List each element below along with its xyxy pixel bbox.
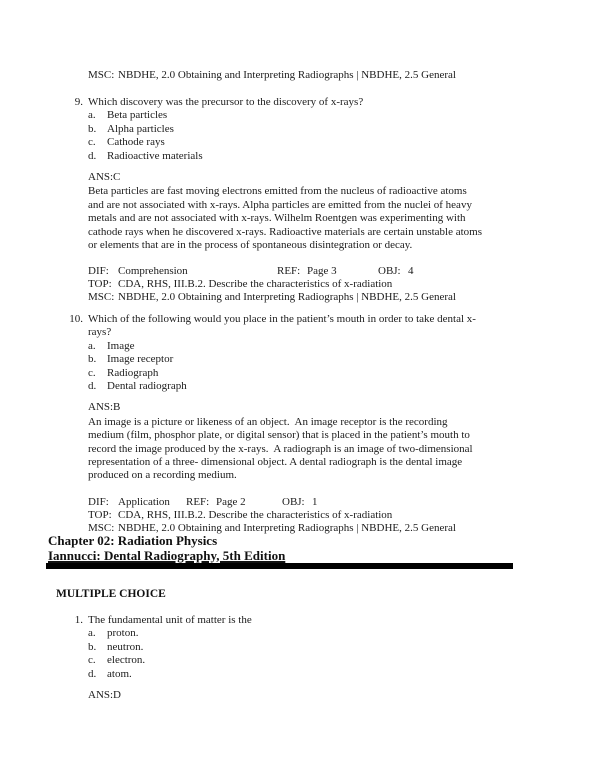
question-line bbox=[60, 614, 560, 627]
explanation-line: representation of a three- dimensional object. A dental radiograph is the dental image bbox=[88, 456, 463, 469]
question-10 bbox=[60, 313, 560, 535]
option-text: Radiograph bbox=[107, 366, 159, 379]
dif-label: DIF: bbox=[88, 495, 109, 508]
ref-label: REF: bbox=[277, 265, 301, 278]
option-letter: d. bbox=[88, 380, 97, 393]
msc-value: NBDHE, 2.0 Obtaining and Interpreting Radiographs | NBDHE, 2.5 General bbox=[118, 521, 456, 534]
meta-dif-line bbox=[88, 265, 560, 278]
section-heading: MULTIPLE CHOICE bbox=[56, 588, 166, 600]
question-text: Which discovery was the precursor to the discovery of x-rays? bbox=[88, 96, 364, 108]
msc-value: NBDHE, 2.0 Obtaining and Interpreting Radiographs | NBDHE, 2.5 General bbox=[118, 69, 456, 81]
option-a bbox=[88, 627, 560, 640]
explanation-line: record the image produced by the x-rays. A radiograph is an image of two-dimensional bbox=[88, 442, 473, 455]
meta-msc-line bbox=[88, 291, 560, 304]
obj-value: 4 bbox=[408, 265, 414, 278]
option-text: Image receptor bbox=[107, 353, 174, 366]
option-text: Cathode rays bbox=[107, 136, 165, 149]
option-a bbox=[88, 109, 560, 122]
ref-label: REF: bbox=[186, 495, 210, 508]
option-text: neutron. bbox=[107, 640, 144, 653]
option-c bbox=[88, 654, 560, 667]
options-list bbox=[88, 340, 560, 394]
option-text: electron. bbox=[107, 654, 146, 667]
option-letter: c. bbox=[88, 654, 96, 667]
chapter-header bbox=[48, 533, 285, 563]
option-letter: a. bbox=[88, 339, 96, 352]
book-title: Iannucci: Dental Radiography, 5th Edition bbox=[48, 548, 286, 563]
option-letter: d. bbox=[88, 667, 97, 680]
top-label: TOP: bbox=[88, 508, 112, 521]
answer-value: D bbox=[113, 689, 121, 702]
option-d bbox=[88, 668, 560, 681]
question-number: 1. bbox=[74, 614, 83, 626]
answer-value: B bbox=[113, 401, 121, 414]
ref-value: Page 2 bbox=[216, 495, 246, 508]
answer-line bbox=[88, 689, 560, 702]
option-c bbox=[88, 367, 560, 380]
explanation-line: produced on a recording medium. bbox=[88, 469, 237, 482]
option-b bbox=[88, 641, 560, 654]
option-d bbox=[88, 150, 560, 163]
explanation bbox=[88, 416, 560, 483]
explanation bbox=[88, 185, 560, 252]
dif-value: Comprehension bbox=[118, 265, 188, 278]
explanation-line: An image is a picture or likeness of an object. An image receptor is the recording bbox=[88, 415, 448, 428]
option-letter: d. bbox=[88, 149, 97, 162]
section-divider-bar bbox=[46, 563, 513, 569]
option-letter: c. bbox=[88, 136, 96, 149]
explanation-line: Beta particles are fast moving electrons emitted from the nucleus of radioactive atoms bbox=[88, 185, 467, 198]
answer-label: ANS: bbox=[88, 689, 114, 702]
option-b bbox=[88, 353, 560, 366]
option-c bbox=[88, 136, 560, 149]
option-letter: a. bbox=[88, 627, 96, 640]
obj-label: OBJ: bbox=[378, 265, 401, 278]
question-meta bbox=[88, 496, 560, 535]
question-line bbox=[60, 313, 560, 340]
question-number: 9. bbox=[74, 96, 83, 108]
options-list bbox=[88, 109, 560, 163]
answer-value: C bbox=[113, 171, 121, 184]
option-text: Alpha particles bbox=[107, 122, 174, 135]
question-9 bbox=[60, 96, 560, 304]
top-value: CDA, RHS, III.B.2. Describe the characteristics of x-radiation bbox=[118, 278, 393, 291]
explanation-line: medium (film, phosphor plate, or digital sensor) that is placed in the patient’s mouth to bbox=[88, 429, 470, 442]
question-1 bbox=[60, 614, 560, 702]
question-meta bbox=[88, 265, 560, 304]
option-a bbox=[88, 340, 560, 353]
option-letter: b. bbox=[88, 640, 97, 653]
meta-top-line bbox=[88, 278, 560, 291]
option-d bbox=[88, 380, 560, 393]
question-text: The fundamental unit of matter is the bbox=[88, 614, 252, 626]
option-letter: a. bbox=[88, 109, 96, 122]
answer-line bbox=[88, 401, 560, 414]
answer-label: ANS: bbox=[88, 401, 114, 414]
meta-dif-line bbox=[88, 496, 560, 509]
meta-top-line bbox=[88, 509, 560, 522]
option-text: Beta particles bbox=[107, 109, 168, 122]
dif-label: DIF: bbox=[88, 265, 109, 278]
option-text: Dental radiograph bbox=[107, 380, 187, 393]
question-number: 10. bbox=[69, 313, 83, 325]
obj-value: 1 bbox=[312, 495, 318, 508]
ref-value: Page 3 bbox=[307, 265, 337, 278]
option-text: proton. bbox=[107, 627, 139, 640]
dif-value: Application bbox=[118, 495, 170, 508]
top-value: CDA, RHS, III.B.2. Describe the characteristics of x-radiation bbox=[118, 508, 393, 521]
msc-value: NBDHE, 2.0 Obtaining and Interpreting Radiographs | NBDHE, 2.5 General bbox=[118, 291, 456, 304]
option-text: Image bbox=[107, 339, 135, 352]
chapter-title: Chapter 02: Radiation Physics bbox=[48, 533, 218, 548]
question-text: Which of the following would you place in the patient’s mouth in order to take dental x- rays? bbox=[88, 313, 476, 339]
option-letter: c. bbox=[88, 366, 96, 379]
explanation-line: cathode rays when he discovered x-rays. Radioactive materials are certain unstable atoms bbox=[88, 225, 483, 238]
top-label: TOP: bbox=[88, 278, 112, 291]
explanation-line: and are not associated with x-rays. Alpha particles are emitted from the nuclei of heavy bbox=[88, 198, 472, 211]
explanation-line: or elements that are in the process of spontaneous disintegration or decay. bbox=[88, 239, 413, 252]
obj-label: OBJ: bbox=[282, 495, 305, 508]
msc-label: MSC: bbox=[88, 69, 115, 81]
option-text: Radioactive materials bbox=[107, 149, 203, 162]
option-letter: b. bbox=[88, 353, 97, 366]
option-letter: b. bbox=[88, 122, 97, 135]
option-text: atom. bbox=[107, 667, 132, 680]
answer-line bbox=[88, 171, 560, 184]
top-msc-line bbox=[88, 69, 456, 82]
explanation-line: metals and are not associated with x-rays. Wilhelm Roentgen was experimenting with bbox=[88, 212, 466, 225]
option-b bbox=[88, 123, 560, 136]
msc-label: MSC: bbox=[88, 291, 115, 304]
msc-label: MSC: bbox=[88, 521, 115, 534]
answer-label: ANS: bbox=[88, 171, 114, 184]
options-list bbox=[88, 627, 560, 681]
question-line bbox=[60, 96, 560, 109]
